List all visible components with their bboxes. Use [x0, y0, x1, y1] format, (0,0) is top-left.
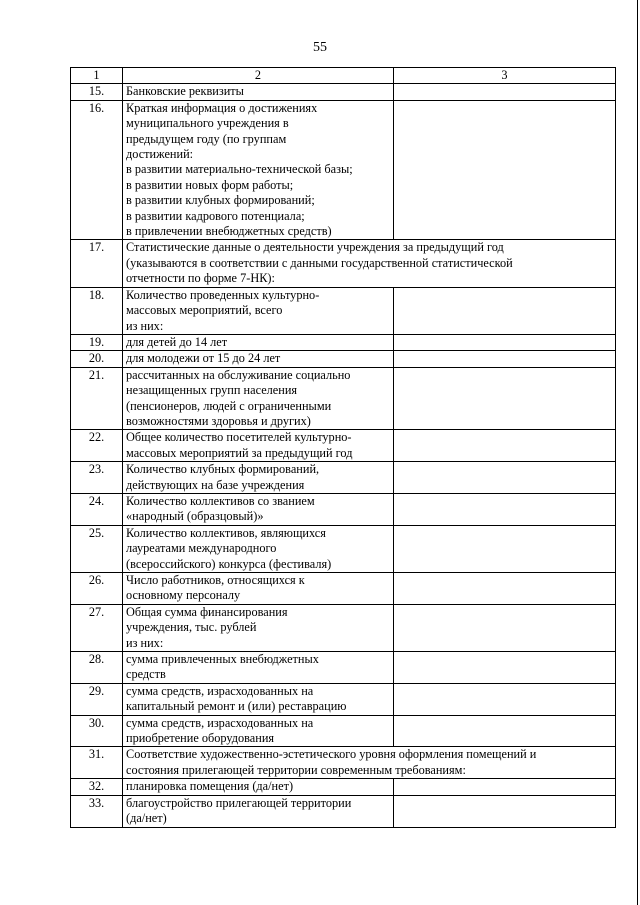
row-label: Число работников, относящихся к основному персоналу: [123, 573, 394, 605]
row-label: Количество клубных формирований, действующих на базе учреждения: [123, 462, 394, 494]
row-number: 23.: [71, 462, 123, 494]
row-value-cell: [394, 334, 616, 350]
row-value-cell: [394, 604, 616, 651]
page-edge-line: [637, 0, 638, 905]
row-value-cell: [394, 779, 616, 795]
row-value-cell: [394, 430, 616, 462]
row-number: 18.: [71, 287, 123, 334]
row-number: 19.: [71, 334, 123, 350]
row-number: 25.: [71, 525, 123, 572]
row-label: Банковские реквизиты: [123, 84, 394, 100]
page-number: 55: [313, 40, 327, 55]
row-number: 26.: [71, 573, 123, 605]
table-row: [71, 430, 616, 462]
table-row: [71, 84, 616, 100]
table-row: [71, 604, 616, 651]
row-number: 27.: [71, 604, 123, 651]
row-value-cell: [394, 525, 616, 572]
row-label: рассчитанных на обслуживание социально незащищенных групп населения (пенсионеров, людей с ограниченными возможностями здоровья и других): [123, 367, 394, 430]
row-value-cell: [394, 573, 616, 605]
row-label: для детей до 14 лет: [123, 334, 394, 350]
row-label: благоустройство прилегающей территории (да/нет): [123, 795, 394, 827]
table-row: [71, 573, 616, 605]
row-label: Количество коллективов, являющихся лауреатами международного (всероссийского) конкурса (фестиваля): [123, 525, 394, 572]
table-row: [71, 334, 616, 350]
row-label: для молодежи от 15 до 24 лет: [123, 351, 394, 367]
row-value-cell: [394, 351, 616, 367]
row-label: Количество проведенных культурно- массовых мероприятий, всего из них:: [123, 287, 394, 334]
row-value-cell: [394, 652, 616, 684]
row-number: 15.: [71, 84, 123, 100]
table-header-row: [71, 68, 616, 84]
row-label: Общее количество посетителей культурно- массовых мероприятий за предыдущий год: [123, 430, 394, 462]
table-row: [71, 683, 616, 715]
row-value-cell: [394, 715, 616, 747]
row-label: Количество коллективов со званием «народный (образцовый)»: [123, 493, 394, 525]
row-label: Краткая информация о достижениях муниципального учреждения в предыдущем году (по группам достижений: в развитии материально-технической базы; в развитии новых форм работы; в развитии клубных формирований; в развитии кадрового потенциала; в привлечении внебюджетных средств): [123, 100, 394, 240]
row-value-cell: [394, 795, 616, 827]
row-label: сумма средств, израсходованных на капитальный ремонт и (или) реставрацию: [123, 683, 394, 715]
row-label: планировка помещения (да/нет): [123, 779, 394, 795]
table-row: [71, 287, 616, 334]
row-label: Общая сумма финансирования учреждения, тыс. рублей из них:: [123, 604, 394, 651]
row-label: сумма привлеченных внебюджетных средств: [123, 652, 394, 684]
row-value-cell: [394, 100, 616, 240]
row-number: 29.: [71, 683, 123, 715]
row-number: 32.: [71, 779, 123, 795]
row-number: 16.: [71, 100, 123, 240]
header-col-1: 1: [71, 68, 123, 84]
row-number: 31.: [71, 747, 123, 779]
row-label: Статистические данные о деятельности учреждения за предыдущий год (указываются в соответствии с данными государственной статистической отчетности по форме 7-НК):: [123, 240, 616, 287]
row-number: 33.: [71, 795, 123, 827]
row-number: 28.: [71, 652, 123, 684]
row-value-cell: [394, 367, 616, 430]
table-row: [71, 351, 616, 367]
table-row: [71, 652, 616, 684]
row-value-cell: [394, 84, 616, 100]
table-row: [71, 100, 616, 240]
table-row: [71, 747, 616, 779]
row-number: 17.: [71, 240, 123, 287]
table-row: [71, 779, 616, 795]
table-row: [71, 525, 616, 572]
table-row: [71, 367, 616, 430]
table-row: [71, 493, 616, 525]
row-value-cell: [394, 683, 616, 715]
row-number: 22.: [71, 430, 123, 462]
row-value-cell: [394, 462, 616, 494]
table-row: [71, 715, 616, 747]
header-col-3: 3: [394, 68, 616, 84]
row-value-cell: [394, 493, 616, 525]
row-number: 21.: [71, 367, 123, 430]
header-col-2: 2: [123, 68, 394, 84]
form-table: [70, 67, 616, 828]
row-label: сумма средств, израсходованных на приобретение оборудования: [123, 715, 394, 747]
row-number: 30.: [71, 715, 123, 747]
table-row: [71, 240, 616, 287]
row-number: 20.: [71, 351, 123, 367]
table-row: [71, 462, 616, 494]
row-value-cell: [394, 287, 616, 334]
row-number: 24.: [71, 493, 123, 525]
row-label: Соответствие художественно-эстетического уровня оформления помещений и состояния прилегающей территории современным требованиям:: [123, 747, 616, 779]
table-row: [71, 795, 616, 827]
